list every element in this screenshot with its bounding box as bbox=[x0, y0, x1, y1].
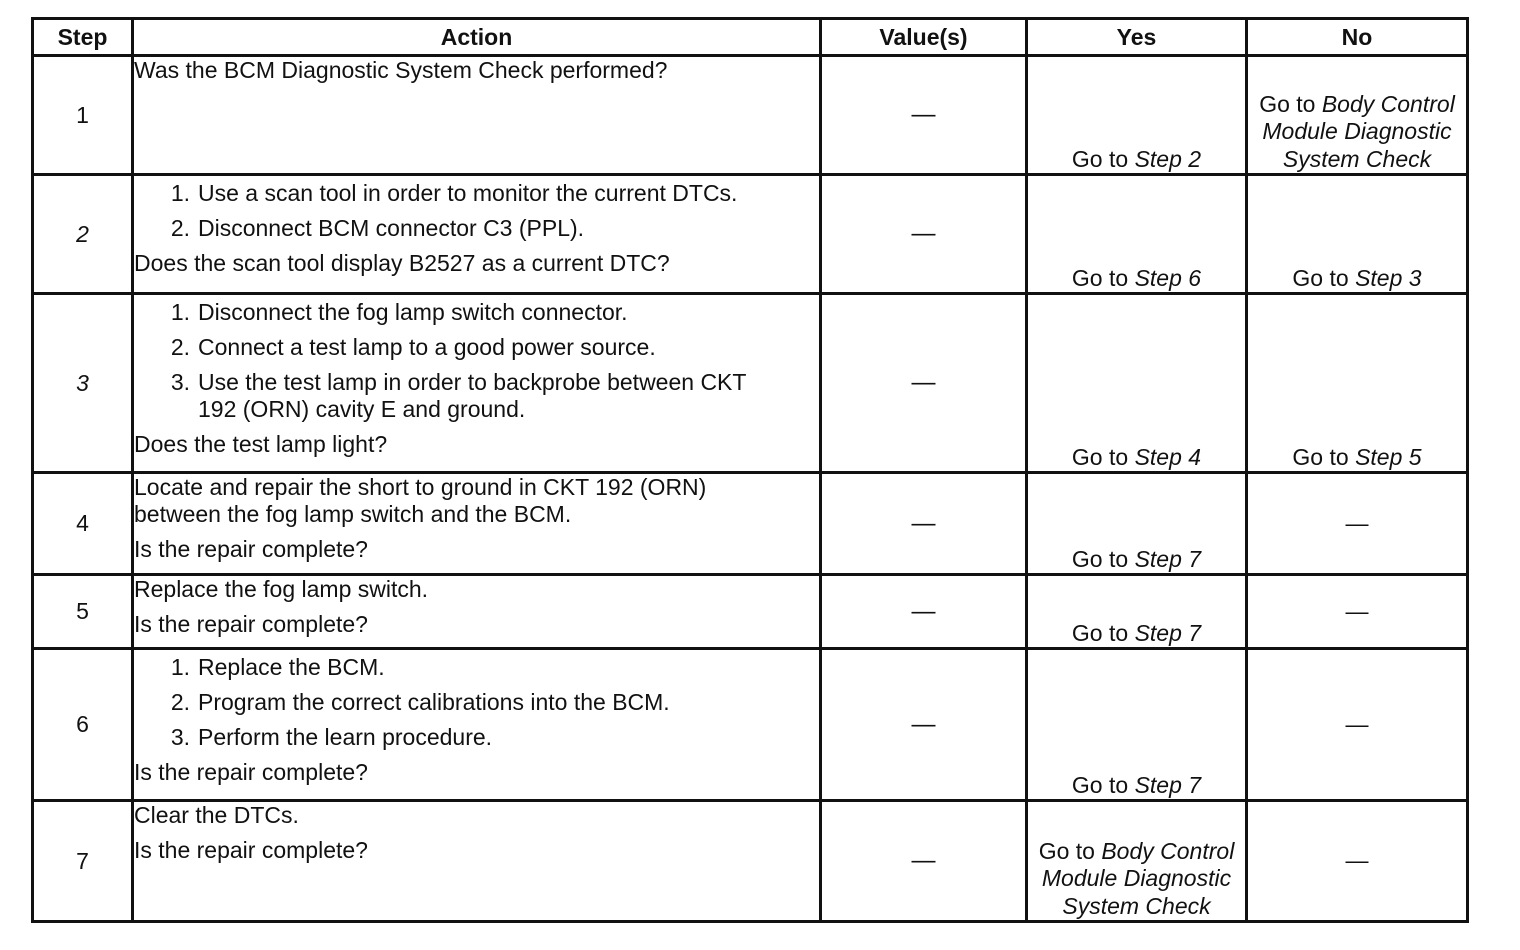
action-cell bbox=[133, 56, 821, 175]
no-prefix: Go to bbox=[1292, 443, 1356, 470]
yes-cell bbox=[1027, 575, 1247, 649]
yes-cell bbox=[1027, 56, 1247, 175]
yes-cell bbox=[1027, 473, 1247, 575]
step-number: 5 bbox=[33, 575, 133, 649]
action-cell bbox=[133, 175, 821, 294]
yes-prefix: Go to bbox=[1038, 837, 1102, 864]
header-no: No bbox=[1247, 19, 1468, 56]
yes-prefix: Go to bbox=[1071, 145, 1135, 172]
action-question: Does the scan tool display B2527 as a current DTC? bbox=[134, 250, 670, 276]
action-text: Replace the fog lamp switch. bbox=[134, 576, 429, 602]
action-question: Does the test lamp light? bbox=[134, 431, 388, 457]
step-number: 1 bbox=[33, 56, 133, 175]
diagnostic-table bbox=[31, 17, 1469, 923]
yes-prefix: Go to bbox=[1071, 443, 1135, 470]
value-cell: — bbox=[821, 801, 1027, 922]
no-cell: — bbox=[1247, 649, 1468, 801]
value-cell: — bbox=[821, 175, 1027, 294]
no-step-link[interactable]: Step 3 bbox=[1355, 264, 1422, 291]
no-step-link[interactable]: Body Control Module Diagnostic System Check bbox=[1262, 90, 1455, 172]
no-step-link[interactable]: Step 5 bbox=[1355, 443, 1422, 470]
list-item: 2. Connect a test lamp to a good power source. bbox=[170, 334, 656, 360]
list-item: 1. Disconnect the fog lamp switch connector. bbox=[170, 299, 628, 325]
table-row bbox=[33, 801, 1468, 922]
action-question: Is the repair complete? bbox=[134, 759, 368, 785]
yes-cell bbox=[1027, 175, 1247, 294]
action-cell bbox=[133, 473, 821, 575]
step-number: 6 bbox=[33, 649, 133, 801]
yes-cell bbox=[1027, 649, 1247, 801]
header-yes: Yes bbox=[1027, 19, 1247, 56]
table-row bbox=[33, 175, 1468, 294]
action-question: Is the repair complete? bbox=[134, 611, 368, 637]
action-cell bbox=[133, 801, 821, 922]
list-item: 1. Replace the BCM. bbox=[170, 654, 385, 680]
yes-step-link[interactable]: Step 7 bbox=[1134, 619, 1202, 646]
action-list bbox=[134, 654, 819, 751]
yes-step-link[interactable]: Step 6 bbox=[1134, 264, 1202, 291]
yes-step-link[interactable]: Step 2 bbox=[1134, 145, 1202, 172]
action-text: Locate and repair the short to ground in CKT 192 (ORN) between the fog lamp switch and the BCM. bbox=[134, 474, 707, 527]
action-cell bbox=[133, 575, 821, 649]
yes-cell bbox=[1027, 801, 1247, 922]
list-item: 2. Program the correct calibrations into the BCM. bbox=[170, 689, 670, 715]
no-cell: — bbox=[1247, 575, 1468, 649]
yes-prefix: Go to bbox=[1071, 264, 1135, 291]
table-row bbox=[33, 649, 1468, 801]
header-row bbox=[33, 19, 1468, 56]
list-item: 1. Use a scan tool in order to monitor the current DTCs. bbox=[170, 180, 738, 206]
header-action: Action bbox=[133, 19, 821, 56]
table-row bbox=[33, 473, 1468, 575]
list-item: 3. Perform the learn procedure. bbox=[170, 724, 493, 750]
yes-prefix: Go to bbox=[1071, 771, 1135, 798]
table-row bbox=[33, 294, 1468, 473]
action-cell bbox=[133, 649, 821, 801]
yes-step-link[interactable]: Step 7 bbox=[1134, 545, 1202, 572]
action-question: Is the repair complete? bbox=[134, 837, 368, 863]
value-cell: — bbox=[821, 56, 1027, 175]
no-cell bbox=[1247, 294, 1468, 473]
action-text: Clear the DTCs. bbox=[134, 802, 299, 828]
table-row bbox=[33, 56, 1468, 175]
table-row bbox=[33, 575, 1468, 649]
header-values: Value(s) bbox=[821, 19, 1027, 56]
no-cell: — bbox=[1247, 473, 1468, 575]
action-list bbox=[134, 299, 819, 423]
action-question: Is the repair complete? bbox=[134, 536, 368, 562]
list-item: 2. Disconnect BCM connector C3 (PPL). bbox=[170, 215, 585, 241]
yes-prefix: Go to bbox=[1071, 619, 1135, 646]
no-prefix: Go to bbox=[1259, 90, 1322, 117]
step-number: 7 bbox=[33, 801, 133, 922]
no-cell bbox=[1247, 175, 1468, 294]
value-cell: — bbox=[821, 649, 1027, 801]
yes-step-link[interactable]: Step 7 bbox=[1134, 771, 1202, 798]
no-cell bbox=[1247, 56, 1468, 175]
no-prefix: Go to bbox=[1292, 264, 1356, 291]
list-item: 3. Use the test lamp in order to backprobe between CKT 192 (ORN) cavity E and ground. bbox=[170, 369, 747, 422]
step-number: 2 bbox=[33, 175, 133, 294]
action-text: Was the BCM Diagnostic System Check performed? bbox=[134, 57, 668, 83]
value-cell: — bbox=[821, 294, 1027, 473]
no-cell: — bbox=[1247, 801, 1468, 922]
value-cell: — bbox=[821, 575, 1027, 649]
header-step: Step bbox=[33, 19, 133, 56]
yes-cell bbox=[1027, 294, 1247, 473]
step-number: 4 bbox=[33, 473, 133, 575]
action-cell bbox=[133, 294, 821, 473]
value-cell: — bbox=[821, 473, 1027, 575]
step-number: 3 bbox=[33, 294, 133, 473]
yes-step-link[interactable]: Step 4 bbox=[1134, 443, 1202, 470]
yes-prefix: Go to bbox=[1071, 545, 1135, 572]
yes-step-link[interactable]: Body Control Module Diagnostic System Check bbox=[1041, 837, 1235, 919]
action-list bbox=[134, 180, 819, 242]
